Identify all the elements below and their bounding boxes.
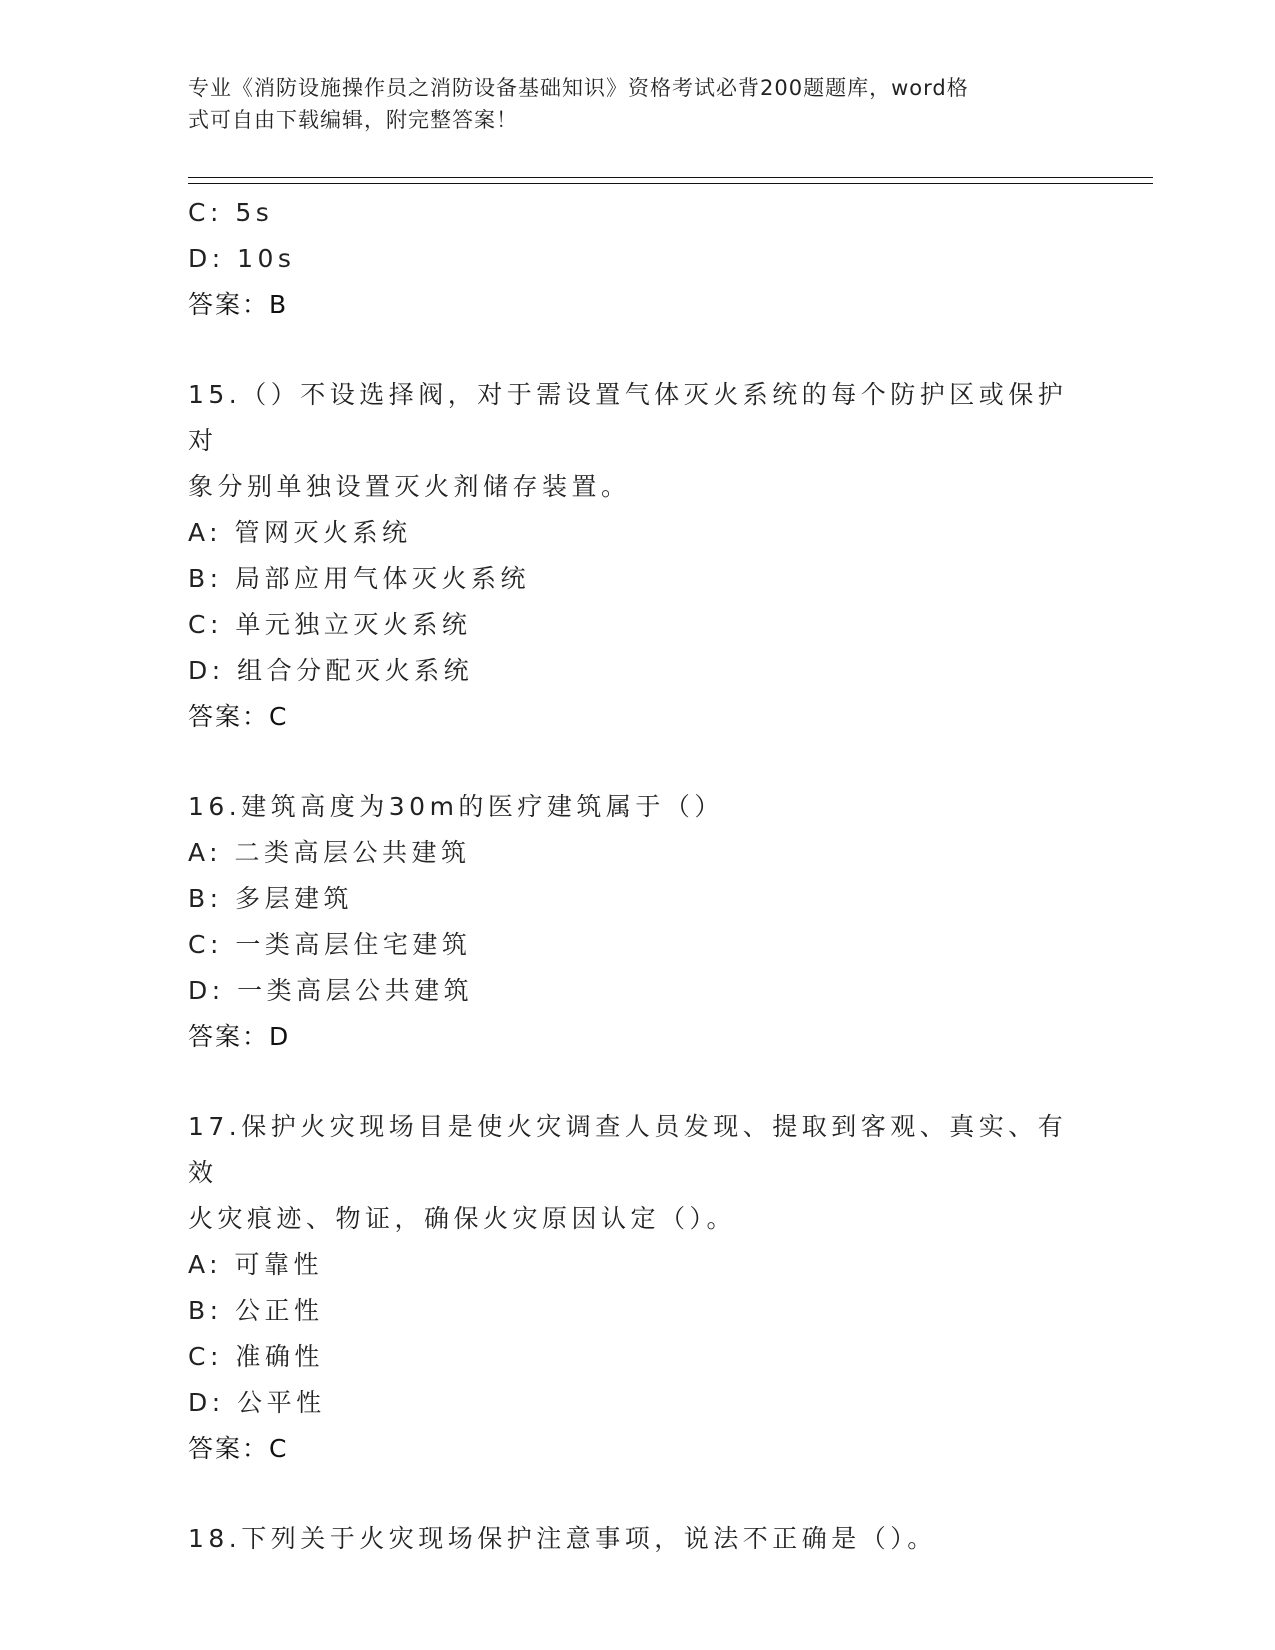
answer-line: 答案：C bbox=[188, 702, 289, 731]
question-16 bbox=[188, 784, 1088, 1060]
question-text-line-1: 18.下列关于火灾现场保护注意事项，说法不正确是（）。 bbox=[188, 1524, 937, 1553]
option-b: B: 多层建筑 bbox=[188, 884, 354, 913]
question-text-line-2: 象分别单独设置灭火剂储存装置。 bbox=[188, 472, 631, 501]
option-c: C: 5s bbox=[188, 198, 274, 227]
question-text-line-1: 17.保护火灾现场目是使火灾调查人员发现、提取到客观、真实、有效 bbox=[188, 1112, 1068, 1187]
header-title-line-1: 专业《消防设施操作员之消防设备基础知识》资格考试必背200题题库，word格 bbox=[188, 76, 969, 100]
document-body bbox=[188, 190, 1088, 1562]
answer-line: 答案：B bbox=[188, 290, 289, 319]
header-divider-top bbox=[188, 177, 1153, 178]
question-text-line-1: 15.（）不设选择阀，对于需设置气体灭火系统的每个防护区或保护对 bbox=[188, 380, 1068, 455]
question-18 bbox=[188, 1516, 1088, 1562]
option-c: C: 准确性 bbox=[188, 1342, 324, 1371]
option-d: D: 10s bbox=[188, 244, 296, 273]
option-a: A: 可靠性 bbox=[188, 1250, 324, 1279]
document-header bbox=[188, 72, 1068, 136]
option-a: A: 二类高层公共建筑 bbox=[188, 838, 471, 867]
option-b: B: 局部应用气体灭火系统 bbox=[188, 564, 531, 593]
answer-line: 答案：C bbox=[188, 1434, 289, 1463]
option-b: B: 公正性 bbox=[188, 1296, 324, 1325]
option-d: D: 组合分配灭火系统 bbox=[188, 656, 474, 685]
question-15 bbox=[188, 372, 1088, 740]
question-17 bbox=[188, 1104, 1088, 1472]
question-text-line-2: 火灾痕迹、物证，确保火灾原因认定（）。 bbox=[188, 1204, 737, 1233]
option-c: C: 一类高层住宅建筑 bbox=[188, 930, 472, 959]
answer-line: 答案：D bbox=[188, 1022, 291, 1051]
question-text-line-1: 16.建筑高度为30m的医疗建筑属于（） bbox=[188, 792, 724, 821]
option-d: D: 公平性 bbox=[188, 1388, 326, 1417]
previous-question-tail bbox=[188, 190, 1088, 328]
header-divider-bottom bbox=[188, 183, 1153, 184]
option-d: D: 一类高层公共建筑 bbox=[188, 976, 474, 1005]
option-c: C: 单元独立灭火系统 bbox=[188, 610, 472, 639]
header-title-line-2: 式可自由下载编辑，附完整答案！ bbox=[188, 108, 518, 132]
option-a: A: 管网灭火系统 bbox=[188, 518, 412, 547]
